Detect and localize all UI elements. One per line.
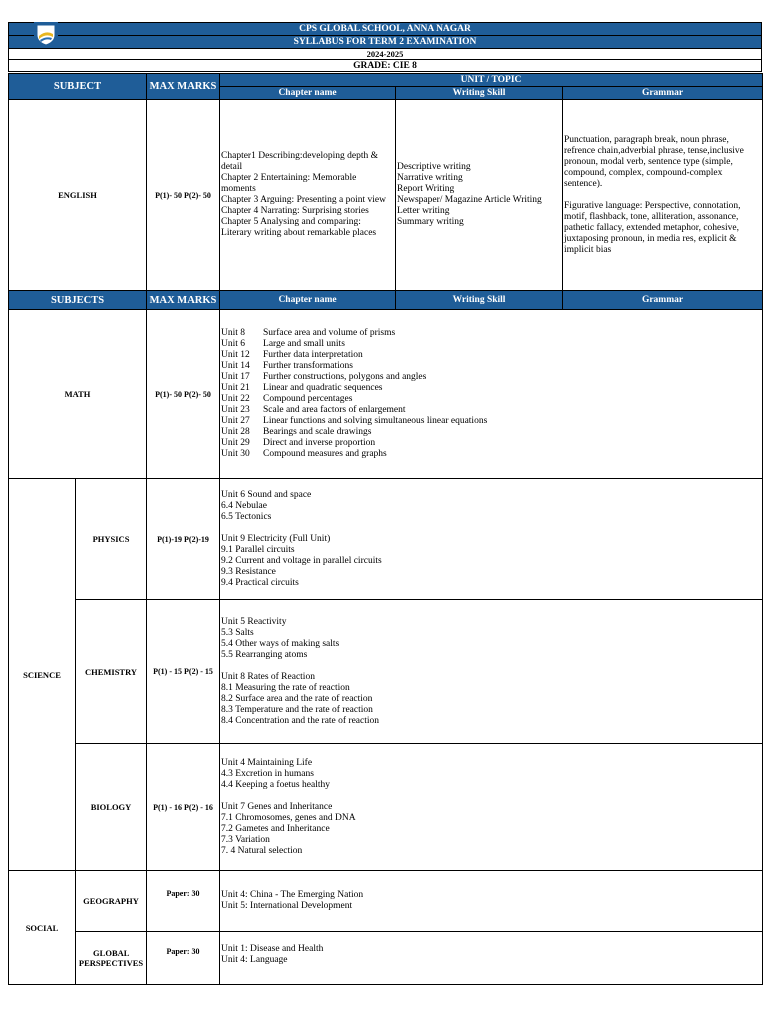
chapter-item: Chapter 2 Entertaining: Memorable moments <box>221 173 357 194</box>
subject-english: ENGLISH <box>9 100 147 291</box>
math-unit-line: Unit 29 Direct and inverse proportion <box>221 438 376 448</box>
grammar-text: Punctuation, paragraph break, noun phrase, refrence chain,adverbial phrase, tense,inclusive pronoun, modal verb, sentence type (simple, compound, complex, compound-complex sentence). <box>564 134 744 189</box>
geography-units <box>220 871 763 932</box>
english-grammar <box>563 100 763 291</box>
topic-line: 9.4 Practical circuits <box>221 577 299 588</box>
english-marks <box>147 100 220 291</box>
col-header-chapter-name-2: Chapter name <box>220 291 396 310</box>
syllabus-title: SYLLABUS FOR TERM 2 EXAMINATION <box>9 36 762 49</box>
writing-item: Report Writing <box>397 184 455 194</box>
subject-social: SOCIAL <box>9 871 76 985</box>
topic-line: 7. 4 Natural selection <box>221 845 303 856</box>
topic-line: 8.2 Surface area and the rate of reaction <box>221 693 373 704</box>
global-perspectives-marks: Paper: 30 <box>147 932 220 985</box>
syllabus-table <box>8 73 763 985</box>
biology-row <box>9 744 763 871</box>
marks-p2: P(2)- 50 <box>184 389 211 399</box>
marks-p1: P(1) - 16 <box>153 802 183 812</box>
marks-p1: P(1)- 50 <box>155 190 183 200</box>
col-header-max-marks-2: MAX MARKS <box>147 291 220 310</box>
math-unit-line: Unit 22 Compound percentages <box>221 394 353 404</box>
chemistry-row <box>9 600 763 744</box>
math-unit-line: Unit 23 Scale and area factors of enlargement <box>221 405 406 415</box>
subject-global-perspectives: GLOBAL PERSPECTIVES <box>76 932 147 985</box>
physics-marks <box>147 479 220 600</box>
topic-line: 8.4 Concentration and the rate of reaction <box>221 715 380 726</box>
col-header-subject: SUBJECT <box>9 74 147 100</box>
math-unit-line: Unit 17 Further constructions, polygons and angles <box>221 372 427 382</box>
grade-label: GRADE: CIE 8 <box>9 60 762 72</box>
col-header-max-marks: MAX MARKS <box>147 74 220 100</box>
topic-line: 6.5 Tectonics <box>221 511 272 522</box>
chapter-item: Chapter 4 Narrating: Surprising stories <box>221 206 369 216</box>
topic-line: 6.4 Nebulae <box>221 500 267 511</box>
topic-line: 9.1 Parallel circuits <box>221 544 295 555</box>
topic-line: Unit 8 Rates of Reaction <box>221 671 315 682</box>
math-units <box>220 310 763 479</box>
col-header-subjects: SUBJECTS <box>9 291 147 310</box>
topic-line: 4.3 Excretion in humans <box>221 768 314 779</box>
chapter-item: Chapter 3 Arguing: Presenting a point view <box>221 195 387 205</box>
col-header-chapter-name: Chapter name <box>220 87 396 100</box>
english-chapters <box>220 100 396 291</box>
chemistry-units <box>220 600 763 744</box>
topic-line: Unit 5 Reactivity <box>221 616 287 627</box>
writing-item: Newspaper/ Magazine Article Writing <box>397 195 542 205</box>
topic-line: Unit 6 Sound and space <box>221 489 312 500</box>
title-block <box>8 22 762 72</box>
topic-line: Unit 4: China - The Emerging Nation <box>221 890 364 900</box>
topic-line: Unit 4 Maintaining Life <box>221 757 313 768</box>
physics-row <box>9 479 763 600</box>
marks-p1: P(1) - 15 <box>153 667 183 676</box>
english-writing-skills <box>396 100 563 291</box>
global-perspectives-row <box>9 932 763 985</box>
math-unit-line: Unit 21 Linear and quadratic sequences <box>221 383 383 393</box>
col-header-unit-topic: UNIT / TOPIC <box>220 74 763 87</box>
chapter-item: Chapter 5 Analysing and comparing: Literary writing about remarkable places <box>221 217 377 238</box>
math-unit-line: Unit 12 Further data interpretation <box>221 350 363 360</box>
school-logo-icon <box>34 22 58 46</box>
topic-line: 8.1 Measuring the rate of reaction <box>221 682 350 693</box>
col-header-grammar-2: Grammar <box>563 291 763 310</box>
marks-p1: P(1)- 50 <box>155 389 183 399</box>
math-unit-line: Unit 28 Bearings and scale drawings <box>221 427 372 437</box>
subject-science: SCIENCE <box>9 479 76 871</box>
topic-line: 7.3 Variation <box>221 834 270 845</box>
writing-item: Summary writing <box>397 217 464 227</box>
topic-line: Unit 1: Disease and Health <box>221 944 324 954</box>
topic-line: 5.5 Rearranging atoms <box>221 649 308 660</box>
topic-line: 8.3 Temperature and the rate of reaction <box>221 704 373 715</box>
global-perspectives-units <box>220 932 763 985</box>
math-unit-line: Unit 14 Further transformations <box>221 361 353 371</box>
chemistry-marks <box>147 600 220 744</box>
topic-line: Unit 5: International Development <box>221 901 353 911</box>
english-row <box>9 100 763 291</box>
biology-units <box>220 744 763 871</box>
topic-line: 7.2 Gametes and Inheritance <box>221 823 330 834</box>
topic-line: 4.4 Keeping a foetus healthy <box>221 779 330 790</box>
marks-p2: P(2)-19 <box>184 534 209 544</box>
math-unit-line: Unit 8 Surface area and volume of prisms <box>221 328 396 338</box>
subject-biology: BIOLOGY <box>76 744 147 871</box>
col-header-writing-skill-2: Writing Skill <box>396 291 563 310</box>
topic-line: Unit 7 Genes and Inheritance <box>221 801 333 812</box>
math-unit-line: Unit 6 Large and small units <box>221 339 345 349</box>
school-name: CPS GLOBAL SCHOOL, ANNA NAGAR <box>9 23 762 36</box>
subject-physics: PHYSICS <box>76 479 147 600</box>
marks-p2: P(2) - 15 <box>184 667 213 676</box>
topic-line: Unit 9 Electricity (Full Unit) <box>221 533 331 544</box>
physics-units <box>220 479 763 600</box>
subject-chemistry: CHEMISTRY <box>76 600 147 744</box>
col-header-grammar: Grammar <box>563 87 763 100</box>
topic-line: 9.3 Resistance <box>221 566 276 577</box>
subject-math: MATH <box>9 310 147 479</box>
geography-row <box>9 871 763 932</box>
marks-p2: P(2)- 50 <box>184 190 211 200</box>
math-unit-line: Unit 30 Compound measures and graphs <box>221 449 387 459</box>
marks-p2: P(2) - 16 <box>184 802 213 812</box>
writing-item: Narrative writing <box>397 173 463 183</box>
academic-year: 2024-2025 <box>9 49 762 60</box>
topic-line: 9.2 Current and voltage in parallel circuits <box>221 555 382 566</box>
topic-line: 5.4 Other ways of making salts <box>221 638 340 649</box>
writing-item: Letter writing <box>397 206 450 216</box>
biology-marks <box>147 744 220 871</box>
geography-marks: Paper: 30 <box>147 871 220 932</box>
topic-line: Unit 4: Language <box>221 955 288 965</box>
figurative-language-text: Figurative language: Perspective, connotation, motif, flashback, tone, alliteration, assonance, pathetic fallacy, extended metaphor, cohesive, juxtaposing pronoun, in media res, explicit & implicit bias <box>564 200 741 255</box>
math-marks <box>147 310 220 479</box>
col-header-writing-skill: Writing Skill <box>396 87 563 100</box>
topic-line: 5.3 Salts <box>221 627 254 638</box>
marks-p1: P(1)-19 <box>157 534 183 544</box>
writing-item: Descriptive writing <box>397 162 471 172</box>
subject-geography: GEOGRAPHY <box>76 871 147 932</box>
topic-line: 7.1 Chromosomes, genes and DNA <box>221 812 356 823</box>
math-row <box>9 310 763 479</box>
math-unit-line: Unit 27 Linear functions and solving simultaneous linear equations <box>221 416 488 426</box>
chapter-item: Chapter1 Describing:developing depth & detail <box>221 151 378 172</box>
